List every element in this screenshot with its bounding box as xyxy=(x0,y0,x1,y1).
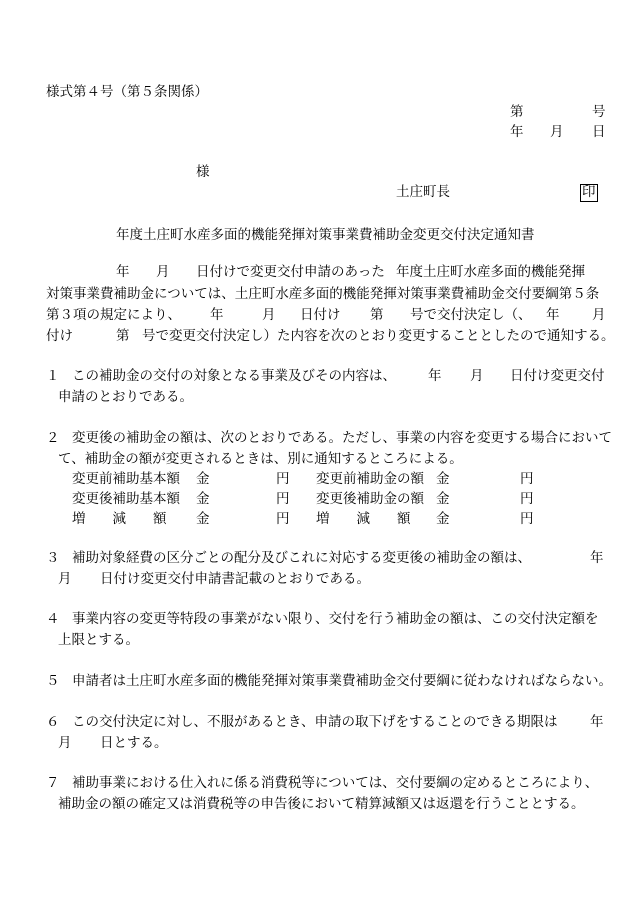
doc-number-prefix: 第 xyxy=(510,104,524,120)
amount-cell-yen2: 円 xyxy=(520,471,534,487)
intro-line-3-segment: 号で交付決定し（、 xyxy=(410,307,532,323)
amount-cell-label: 増 減 額 xyxy=(72,511,167,527)
intro-line-3-segment: 年 xyxy=(546,307,560,323)
amount-cell-yen2: 円 xyxy=(520,511,534,527)
date-day: 日 xyxy=(592,124,606,140)
intro-line-3-segment: 月 xyxy=(262,307,276,323)
addressee-honorific: 様 xyxy=(196,164,210,180)
item-4-line-2: 上限とする。 xyxy=(58,632,139,648)
intro-line-4-segment: 号で変更交付決定し）た内容を次のとおり変更することとしたので通知する。 xyxy=(142,328,615,344)
issuer-title: 土庄町長 xyxy=(396,184,450,200)
intro-line-1-segment: 月 xyxy=(156,264,170,280)
item-3-line-2-segment: 月 xyxy=(58,571,72,587)
item-1-line-1-segment: 年 xyxy=(428,368,442,384)
amount-cell-kin2: 金 xyxy=(436,471,450,487)
intro-line-2: 対策事業費補助金については、土庄町水産多面的機能発揮対策事業費補助金交付要綱第５条 xyxy=(46,286,600,302)
item-1-number: １ xyxy=(46,368,60,384)
item-6-line-1-segment: 年 xyxy=(590,714,604,730)
intro-line-3-segment: 第３項の規定により、 xyxy=(46,307,181,323)
item-2-number: ２ xyxy=(46,430,60,446)
amount-cell-label: 変更後補助基本額 xyxy=(72,491,180,507)
amount-cell-label2: 増 減 額 xyxy=(316,511,411,527)
item-2-line-1: 変更後の補助金の額は、次のとおりである。ただし、事業の内容を変更する場合において xyxy=(72,430,612,446)
item-3-number: ３ xyxy=(46,550,60,566)
item-1-line-2: 申請のとおりである。 xyxy=(58,389,193,405)
item-1-line-1-segment: 日付け変更交付 xyxy=(510,368,605,384)
amount-cell-kin: 金 xyxy=(196,511,210,527)
intro-line-3-segment: 月 xyxy=(592,307,606,323)
amount-cell-label: 変更前補助基本額 xyxy=(72,471,180,487)
date-year: 年 xyxy=(510,124,524,140)
intro-line-1-segment: 年 xyxy=(116,264,130,280)
form-number: 様式第４号（第５条関係） xyxy=(46,84,208,100)
item-6-line-2-segment: 日とする。 xyxy=(100,735,168,751)
item-1-line-1-segment: 月 xyxy=(470,368,484,384)
item-6-number: ６ xyxy=(46,714,60,730)
item-7-line-1: 補助事業における仕入れに係る消費税等については、交付要綱の定めるところにより、 xyxy=(72,775,599,791)
amount-cell-kin: 金 xyxy=(196,471,210,487)
amount-cell-kin2: 金 xyxy=(436,511,450,527)
item-4-line-1: 事業内容の変更等特段の事業がない限り、交付を行う補助金の額は、この交付決定額を xyxy=(72,611,599,627)
amount-cell-label2: 変更後補助金の額 xyxy=(316,491,424,507)
intro-line-3-segment: 日付け xyxy=(300,307,341,323)
amount-cell-kin: 金 xyxy=(196,491,210,507)
item-6-line-1-segment: この交付決定に対し、不服があるとき、申請の取下げをすることのできる期限は xyxy=(72,714,558,730)
amount-cell-yen: 円 xyxy=(276,491,290,507)
intro-line-1-segment: 年度土庄町水産多面的機能発揮 xyxy=(396,264,585,280)
seal-mark: 印 xyxy=(582,184,596,200)
doc-number-suffix: 号 xyxy=(592,104,606,120)
item-7-number: ７ xyxy=(46,775,60,791)
intro-line-1-segment: 日付けで変更交付申請のあった xyxy=(196,264,385,280)
item-4-number: ４ xyxy=(46,611,60,627)
amount-cell-yen2: 円 xyxy=(520,491,534,507)
amount-cell-kin2: 金 xyxy=(436,491,450,507)
item-7-line-2: 補助金の額の確定又は消費税等の申告後において精算減額又は返還を行うこととする。 xyxy=(58,796,585,812)
date-month: 月 xyxy=(550,124,564,140)
intro-line-3-segment: 年 xyxy=(210,307,224,323)
amount-cell-yen: 円 xyxy=(276,511,290,527)
intro-line-3-segment: 第 xyxy=(370,307,384,323)
document-title: 年度土庄町水産多面的機能発揮対策事業費補助金変更交付決定通知書 xyxy=(116,227,535,243)
intro-line-4-segment: 付け xyxy=(46,328,73,344)
item-1-line-1-segment: この補助金の交付の対象となる事業及びその内容は、 xyxy=(72,368,396,384)
amount-cell-yen: 円 xyxy=(276,471,290,487)
item-2-line-2: て、補助金の額が変更されるときは、別に通知するところによる。 xyxy=(58,451,463,467)
item-6-line-2-segment: 月 xyxy=(58,735,72,751)
item-5-number: ５ xyxy=(46,673,60,689)
item-5-line-1: 申請者は土庄町水産多面的機能発揮対策事業費補助金交付要綱に従わなければならない。 xyxy=(72,673,612,689)
item-3-line-2-segment: 日付け変更交付申請書記載のとおりである。 xyxy=(100,571,370,587)
item-3-line-1-segment: 年 xyxy=(590,550,604,566)
amount-cell-label2: 変更前補助金の額 xyxy=(316,471,424,487)
item-3-line-1-segment: 補助対象経費の区分ごとの配分及びこれに対応する変更後の補助金の額は、 xyxy=(72,550,531,566)
intro-line-4-segment: 第 xyxy=(116,328,130,344)
